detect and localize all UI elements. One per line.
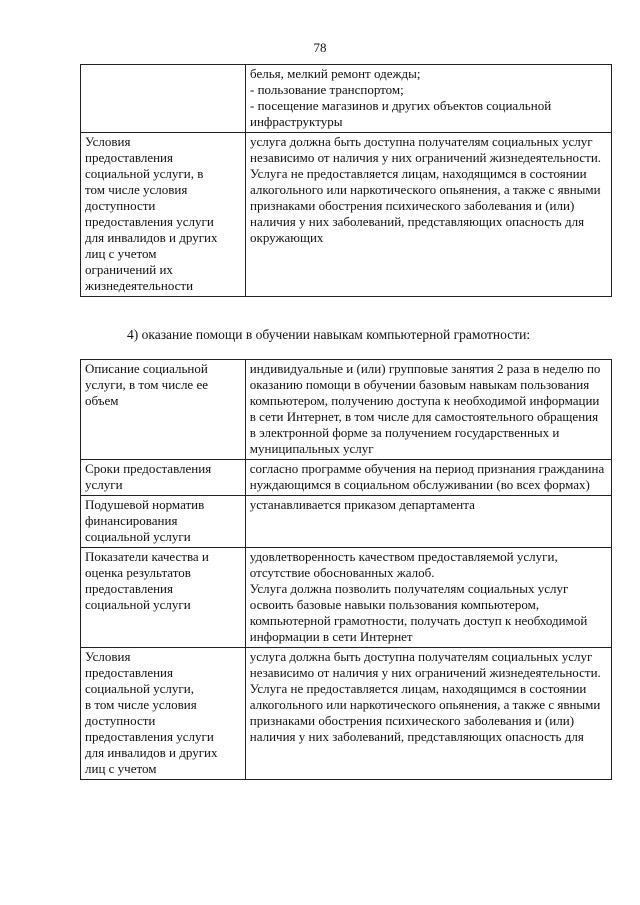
row-value bbox=[246, 133, 612, 297]
row-label bbox=[81, 648, 246, 780]
row-label-text: Сроки предоставления услуги bbox=[85, 461, 212, 492]
row-value bbox=[246, 65, 612, 133]
row-value bbox=[245, 460, 611, 496]
row-label-text: Условия предоставления социальной услуги, в том числе условия доступности предоставления услуги для инвалидов и других лиц с учетом bbox=[85, 649, 218, 776]
row-value-text: услуга должна быть доступна получателям социальных услуг независимо от наличия у них ограничений жизнедеятельности. bbox=[249, 649, 601, 680]
table-row bbox=[81, 460, 612, 496]
row-value-text: услуга должна быть доступна получателям социальных услуг независимо от наличия у них ограничений жизнедеятельности. bbox=[250, 134, 602, 165]
row-value bbox=[245, 648, 611, 780]
row-value-text: индивидуальные и (или) групповые занятия 2 раза в неделю по оказанию помощи в обучении базовым навыкам пользования компьютером, получению доступа к необходимой информации в сети Интернет, в том числе для самостоятельного обращения в электронной форме за получением государственных и муниципальных услуг bbox=[249, 361, 601, 456]
table-row bbox=[81, 496, 612, 548]
service-table-computer-literacy bbox=[80, 359, 612, 780]
row-label bbox=[81, 133, 246, 297]
row-value-text: Услуга не предоставляется лицам, находящимся в состоянии алкогольного или наркотического опьянения, а также с явными признаками обострения психического заболевания и (или) наличия у них заболеваний, представляющих опасность для bbox=[249, 681, 601, 744]
table-row bbox=[81, 360, 612, 460]
row-value-text: белья, мелкий ремонт одежды; - пользование транспортом; - посещение магазинов и других объектов социальной инфраструктуры bbox=[250, 66, 552, 129]
row-label-text: Подушевой норматив финансирования социальной услуги bbox=[85, 497, 205, 544]
table-row bbox=[81, 548, 612, 648]
row-label bbox=[81, 548, 246, 648]
section-heading: 4) оказание помощи в обучении навыкам компьютерной грамотности: bbox=[127, 327, 531, 342]
service-table-continued bbox=[80, 64, 612, 297]
row-value-text: согласно программе обучения на период признания гражданина нуждающимся в социальном обслуживании (во всех формах) bbox=[249, 461, 605, 492]
row-label-text: Показатели качества и оценка результатов предоставления социальной услуги bbox=[85, 549, 209, 612]
row-value bbox=[245, 496, 611, 548]
row-label bbox=[81, 496, 246, 548]
row-value-text: Услуга не предоставляется лицам, находящимся в состоянии алкогольного или наркотического опьянения, а также с явными признаками обострения психического заболевания и (или) наличия у них заболеваний, представляющих опасность для окружающих bbox=[250, 166, 601, 245]
row-value bbox=[245, 548, 611, 648]
row-label bbox=[81, 460, 246, 496]
table-row bbox=[81, 65, 612, 133]
page-number: 78 bbox=[313, 40, 327, 55]
row-label bbox=[81, 360, 246, 460]
row-label-text: Условия предоставления социальной услуги, в том числе условия доступности предоставления услуги для инвалидов и других лиц с учетом ограничений их жизнедеятельности bbox=[85, 134, 218, 293]
row-value bbox=[245, 360, 611, 460]
row-label bbox=[81, 65, 246, 133]
table-row bbox=[81, 648, 612, 780]
table-row bbox=[81, 133, 612, 297]
row-label-text: Описание социальной услуги, в том числе ее объем bbox=[85, 361, 208, 408]
row-value-text: Услуга должна позволить получателям социальных услуг освоить базовые навыки пользования компьютером, компьютерной грамотности, получать доступ к необходимой информации в сети Интернет bbox=[249, 581, 588, 644]
row-value-text: устанавливается приказом департамента bbox=[249, 497, 475, 512]
row-value-text: удовлетворенность качеством предоставляемой услуги, отсутствие обоснованных жалоб. bbox=[249, 549, 558, 580]
